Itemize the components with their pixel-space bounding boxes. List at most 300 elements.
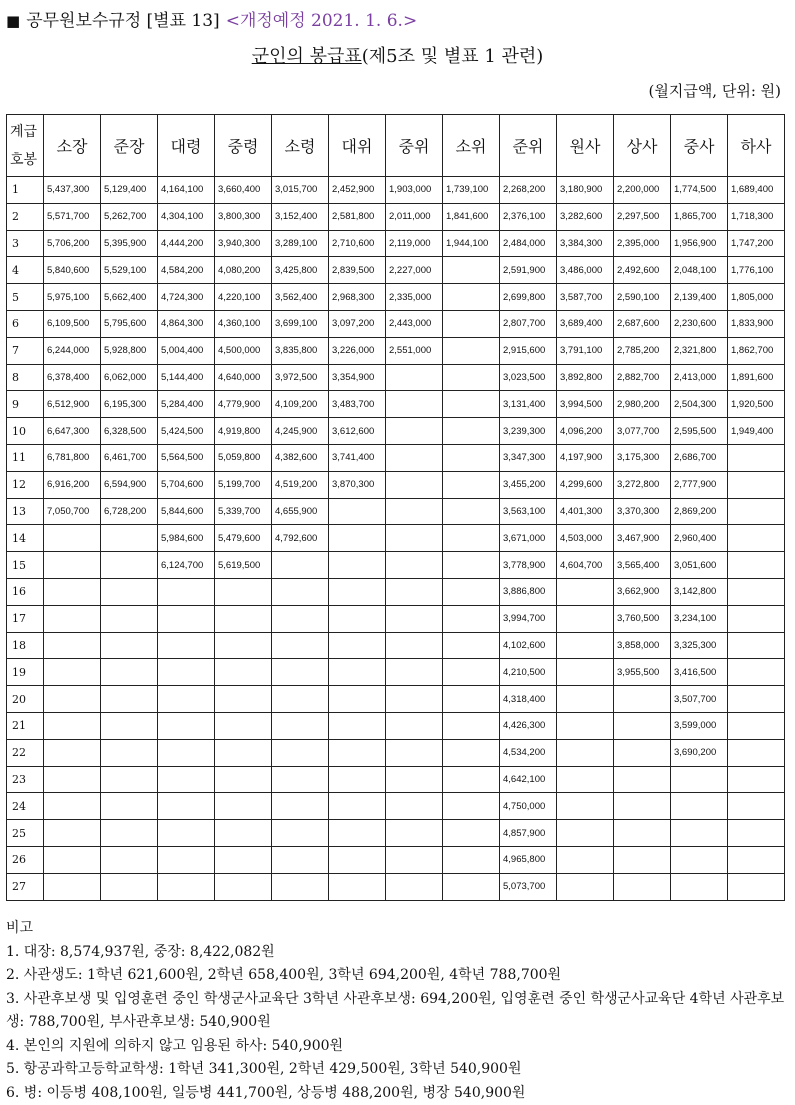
salary-cell: 3,599,000 [671,712,728,739]
salary-cell: 4,109,200 [272,391,329,418]
salary-cell: 1,865,700 [671,203,728,230]
salary-cell [443,257,500,284]
salary-cell: 2,807,700 [500,310,557,337]
salary-cell [101,552,158,579]
salary-cell [158,739,215,766]
salary-cell [272,793,329,820]
salary-cell [728,605,785,632]
salary-cell [215,739,272,766]
table-row [7,310,785,337]
salary-cell: 4,360,100 [215,310,272,337]
salary-cell: 1,891,600 [728,364,785,391]
salary-cell: 3,175,300 [614,444,671,471]
salary-cell [329,605,386,632]
salary-cell: 1,747,200 [728,230,785,257]
square-bullet-icon: ■ [6,12,20,30]
salary-cell [728,498,785,525]
salary-cell: 1,776,100 [728,257,785,284]
salary-cell [329,820,386,847]
salary-cell [443,418,500,445]
salary-cell: 6,512,900 [44,391,101,418]
salary-cell [386,418,443,445]
step-number: 3 [7,230,44,257]
salary-cell [44,605,101,632]
salary-cell [728,846,785,873]
table-row [7,739,785,766]
salary-cell [614,712,671,739]
corner-rank-label: 계급 [10,121,37,141]
salary-cell [101,632,158,659]
salary-cell: 3,886,800 [500,578,557,605]
salary-cell: 5,975,100 [44,284,101,311]
salary-cell [443,605,500,632]
table-row [7,418,785,445]
note-item: 4. 본인의 지원에 의하지 않고 임용된 하사: 540,900원 [6,1035,788,1059]
salary-cell: 3,791,100 [557,337,614,364]
column-header: 소장 [44,115,101,177]
salary-cell: 4,096,200 [557,418,614,445]
salary-cell [101,793,158,820]
salary-cell: 6,378,400 [44,364,101,391]
salary-cell: 6,328,500 [101,418,158,445]
salary-cell: 1,689,400 [728,177,785,204]
salary-cell [215,712,272,739]
step-number: 2 [7,203,44,230]
salary-cell [44,552,101,579]
salary-cell [728,686,785,713]
salary-cell: 4,792,600 [272,525,329,552]
salary-cell: 2,839,500 [329,257,386,284]
salary-cell [329,766,386,793]
salary-cell [671,873,728,900]
salary-cell [386,471,443,498]
salary-cell [386,820,443,847]
salary-cell: 4,080,200 [215,257,272,284]
salary-cell: 3,671,000 [500,525,557,552]
table-row [7,444,785,471]
column-header: 상사 [614,115,671,177]
step-number: 5 [7,284,44,311]
salary-cell: 4,724,300 [158,284,215,311]
salary-cell: 3,955,500 [614,659,671,686]
salary-cell [158,632,215,659]
salary-cell: 5,199,700 [215,471,272,498]
salary-cell [557,578,614,605]
salary-cell [158,766,215,793]
salary-cell: 5,424,500 [158,418,215,445]
salary-cell: 3,370,300 [614,498,671,525]
salary-cell: 2,687,600 [614,310,671,337]
salary-cell [215,820,272,847]
salary-cell [329,525,386,552]
salary-cell: 6,916,200 [44,471,101,498]
salary-cell: 3,455,200 [500,471,557,498]
salary-cell: 4,210,500 [500,659,557,686]
salary-cell: 5,059,800 [215,444,272,471]
salary-cell [101,525,158,552]
document-header [6,6,417,31]
salary-cell [44,766,101,793]
table-row [7,498,785,525]
salary-cell: 2,011,000 [386,203,443,230]
salary-cell [101,820,158,847]
salary-cell: 2,443,000 [386,310,443,337]
salary-cell [671,793,728,820]
salary-cell [329,552,386,579]
salary-cell: 1,949,400 [728,418,785,445]
table-row [7,793,785,820]
salary-cell: 3,689,400 [557,310,614,337]
column-header: 중령 [215,115,272,177]
salary-cell: 3,994,500 [557,391,614,418]
salary-cell [158,659,215,686]
salary-cell: 5,984,600 [158,525,215,552]
salary-cell: 3,660,400 [215,177,272,204]
step-number: 17 [7,605,44,632]
note-item: 6. 병: 이등병 408,100원, 일등병 441,700원, 상등병 488,200원, 병장 540,900원 [6,1082,788,1105]
salary-cell [443,578,500,605]
salary-cell [557,873,614,900]
salary-cell: 3,234,100 [671,605,728,632]
salary-cell [557,793,614,820]
salary-cell: 5,795,600 [101,310,158,337]
salary-cell: 3,563,100 [500,498,557,525]
salary-cell [101,739,158,766]
salary-cell: 2,590,100 [614,284,671,311]
salary-cell: 5,284,400 [158,391,215,418]
salary-cell [443,846,500,873]
salary-cell [272,766,329,793]
salary-cell: 1,956,900 [671,230,728,257]
salary-cell: 2,980,200 [614,391,671,418]
salary-cell: 5,144,400 [158,364,215,391]
salary-cell: 5,662,400 [101,284,158,311]
salary-cell [44,739,101,766]
step-number: 18 [7,632,44,659]
salary-cell [557,766,614,793]
salary-cell: 3,131,400 [500,391,557,418]
salary-cell [101,766,158,793]
table-row [7,686,785,713]
salary-cell [44,846,101,873]
salary-cell: 3,994,700 [500,605,557,632]
table-row [7,846,785,873]
salary-cell [671,766,728,793]
salary-cell [272,632,329,659]
table-row [7,203,785,230]
salary-cell: 4,965,800 [500,846,557,873]
salary-cell: 5,571,700 [44,203,101,230]
salary-cell: 2,119,000 [386,230,443,257]
salary-cell [101,873,158,900]
salary-cell: 4,655,900 [272,498,329,525]
salary-cell: 3,486,000 [557,257,614,284]
salary-cell: 5,706,200 [44,230,101,257]
salary-cell: 6,461,700 [101,444,158,471]
salary-cell [386,659,443,686]
salary-cell: 3,778,900 [500,552,557,579]
salary-cell: 2,591,900 [500,257,557,284]
salary-cell [386,873,443,900]
salary-cell [386,605,443,632]
table-row [7,284,785,311]
step-number: 22 [7,739,44,766]
salary-cell [443,766,500,793]
column-header: 중사 [671,115,728,177]
table-row [7,605,785,632]
salary-cell [272,686,329,713]
salary-cell [101,686,158,713]
salary-cell: 4,318,400 [500,686,557,713]
salary-cell: 4,444,200 [158,230,215,257]
salary-cell [443,471,500,498]
step-number: 25 [7,820,44,847]
salary-cell: 3,587,700 [557,284,614,311]
salary-cell: 6,594,900 [101,471,158,498]
table-row [7,471,785,498]
salary-cell: 5,840,600 [44,257,101,284]
salary-cell [386,712,443,739]
salary-cell [44,712,101,739]
salary-cell: 3,800,300 [215,203,272,230]
salary-cell [272,846,329,873]
salary-cell: 5,564,500 [158,444,215,471]
salary-cell [329,846,386,873]
salary-cell: 3,835,800 [272,337,329,364]
salary-cell: 3,425,800 [272,257,329,284]
salary-cell: 5,529,100 [101,257,158,284]
salary-cell [614,793,671,820]
salary-cell: 4,503,000 [557,525,614,552]
salary-cell [386,766,443,793]
salary-cell [44,659,101,686]
salary-cell: 3,741,400 [329,444,386,471]
salary-cell [215,846,272,873]
salary-cell: 3,972,500 [272,364,329,391]
step-number: 23 [7,766,44,793]
salary-cell: 5,479,600 [215,525,272,552]
salary-cell [329,578,386,605]
salary-cell [329,632,386,659]
column-header: 하사 [728,115,785,177]
salary-cell: 1,862,700 [728,337,785,364]
salary-cell: 3,239,300 [500,418,557,445]
salary-cell: 3,023,500 [500,364,557,391]
salary-cell: 2,230,600 [671,310,728,337]
salary-cell [386,498,443,525]
salary-cell [443,793,500,820]
salary-cell [158,605,215,632]
salary-cell: 4,382,600 [272,444,329,471]
salary-cell: 4,642,100 [500,766,557,793]
salary-cell [728,632,785,659]
salary-cell: 3,690,200 [671,739,728,766]
salary-cell: 2,504,300 [671,391,728,418]
salary-cell: 2,492,600 [614,257,671,284]
salary-cell [557,605,614,632]
salary-cell: 1,841,600 [443,203,500,230]
step-number: 11 [7,444,44,471]
salary-cell [329,498,386,525]
salary-cell: 6,647,300 [44,418,101,445]
salary-cell: 5,262,700 [101,203,158,230]
step-number: 19 [7,659,44,686]
salary-cell: 4,164,100 [158,177,215,204]
corner-step-label: 호봉 [10,149,37,169]
salary-cell: 2,395,000 [614,230,671,257]
salary-cell [728,739,785,766]
salary-cell [215,686,272,713]
salary-cell [557,846,614,873]
salary-cell: 1,944,100 [443,230,500,257]
salary-cell: 4,245,900 [272,418,329,445]
salary-cell: 2,335,000 [386,284,443,311]
salary-cell: 4,584,200 [158,257,215,284]
salary-cell: 3,760,500 [614,605,671,632]
salary-cell: 2,869,200 [671,498,728,525]
salary-cell [386,793,443,820]
salary-cell: 1,833,900 [728,310,785,337]
salary-cell [158,712,215,739]
salary-cell [557,686,614,713]
salary-cell: 3,467,900 [614,525,671,552]
salary-cell: 3,699,100 [272,310,329,337]
salary-cell: 3,282,600 [557,203,614,230]
salary-cell: 4,864,300 [158,310,215,337]
salary-cell [443,686,500,713]
salary-cell: 3,015,700 [272,177,329,204]
salary-cell [158,820,215,847]
salary-cell [386,578,443,605]
salary-cell: 7,050,700 [44,498,101,525]
salary-cell [386,391,443,418]
table-row [7,873,785,900]
salary-cell [272,578,329,605]
salary-cell: 3,142,800 [671,578,728,605]
salary-cell: 2,686,700 [671,444,728,471]
table-body [7,177,785,901]
salary-cell: 3,662,900 [614,578,671,605]
salary-cell [386,846,443,873]
salary-cell [386,739,443,766]
step-number: 27 [7,873,44,900]
salary-cell [386,364,443,391]
salary-cell: 4,304,100 [158,203,215,230]
salary-cell: 5,704,600 [158,471,215,498]
salary-cell [443,364,500,391]
salary-cell [44,820,101,847]
salary-cell: 1,739,100 [443,177,500,204]
salary-cell: 3,347,300 [500,444,557,471]
salary-cell: 2,960,400 [671,525,728,552]
table-row [7,632,785,659]
revision-note: <개정예정 2021. 1. 6.> [226,11,418,31]
salary-cell [443,444,500,471]
salary-cell [329,659,386,686]
salary-cell: 3,226,000 [329,337,386,364]
salary-cell: 3,289,100 [272,230,329,257]
salary-cell [272,659,329,686]
salary-cell: 3,152,400 [272,203,329,230]
salary-cell: 3,097,200 [329,310,386,337]
salary-cell: 2,227,000 [386,257,443,284]
table-row [7,364,785,391]
salary-cell [557,712,614,739]
salary-cell: 6,062,000 [101,364,158,391]
salary-cell [101,578,158,605]
salary-cell: 5,619,500 [215,552,272,579]
salary-cell [728,712,785,739]
salary-cell [443,820,500,847]
salary-cell [386,686,443,713]
salary-cell [728,873,785,900]
corner-cell [7,115,44,177]
step-number: 15 [7,552,44,579]
salary-cell [443,873,500,900]
step-number: 26 [7,846,44,873]
salary-cell: 2,413,000 [671,364,728,391]
salary-cell: 3,507,700 [671,686,728,713]
salary-cell: 4,102,600 [500,632,557,659]
salary-cell: 3,562,400 [272,284,329,311]
salary-cell [614,766,671,793]
salary-cell: 4,857,900 [500,820,557,847]
header-row [7,115,785,177]
salary-cell [272,873,329,900]
salary-cell: 5,437,300 [44,177,101,204]
column-header: 준장 [101,115,158,177]
salary-cell: 5,004,400 [158,337,215,364]
salary-cell: 2,595,500 [671,418,728,445]
salary-cell: 2,048,100 [671,257,728,284]
salary-cell: 2,968,300 [329,284,386,311]
salary-cell [158,793,215,820]
salary-cell [614,846,671,873]
pay-table [6,114,785,901]
salary-cell: 5,129,400 [101,177,158,204]
step-number: 9 [7,391,44,418]
salary-cell: 1,805,000 [728,284,785,311]
salary-cell: 4,197,900 [557,444,614,471]
salary-cell: 2,915,600 [500,337,557,364]
column-header: 소위 [443,115,500,177]
salary-cell [443,739,500,766]
salary-cell: 4,519,200 [272,471,329,498]
step-number: 24 [7,793,44,820]
table-row [7,230,785,257]
salary-cell: 5,395,900 [101,230,158,257]
salary-cell [386,632,443,659]
salary-cell [443,391,500,418]
salary-cell [101,605,158,632]
salary-cell: 2,699,800 [500,284,557,311]
salary-cell: 2,882,700 [614,364,671,391]
column-header: 소령 [272,115,329,177]
salary-cell: 6,244,000 [44,337,101,364]
salary-cell: 2,268,200 [500,177,557,204]
step-number: 6 [7,310,44,337]
salary-cell [443,552,500,579]
salary-cell: 4,750,000 [500,793,557,820]
salary-cell [215,632,272,659]
step-number: 13 [7,498,44,525]
salary-cell: 2,484,000 [500,230,557,257]
step-number: 14 [7,525,44,552]
salary-cell [272,712,329,739]
salary-cell: 6,781,800 [44,444,101,471]
salary-cell [614,820,671,847]
salary-cell [728,766,785,793]
